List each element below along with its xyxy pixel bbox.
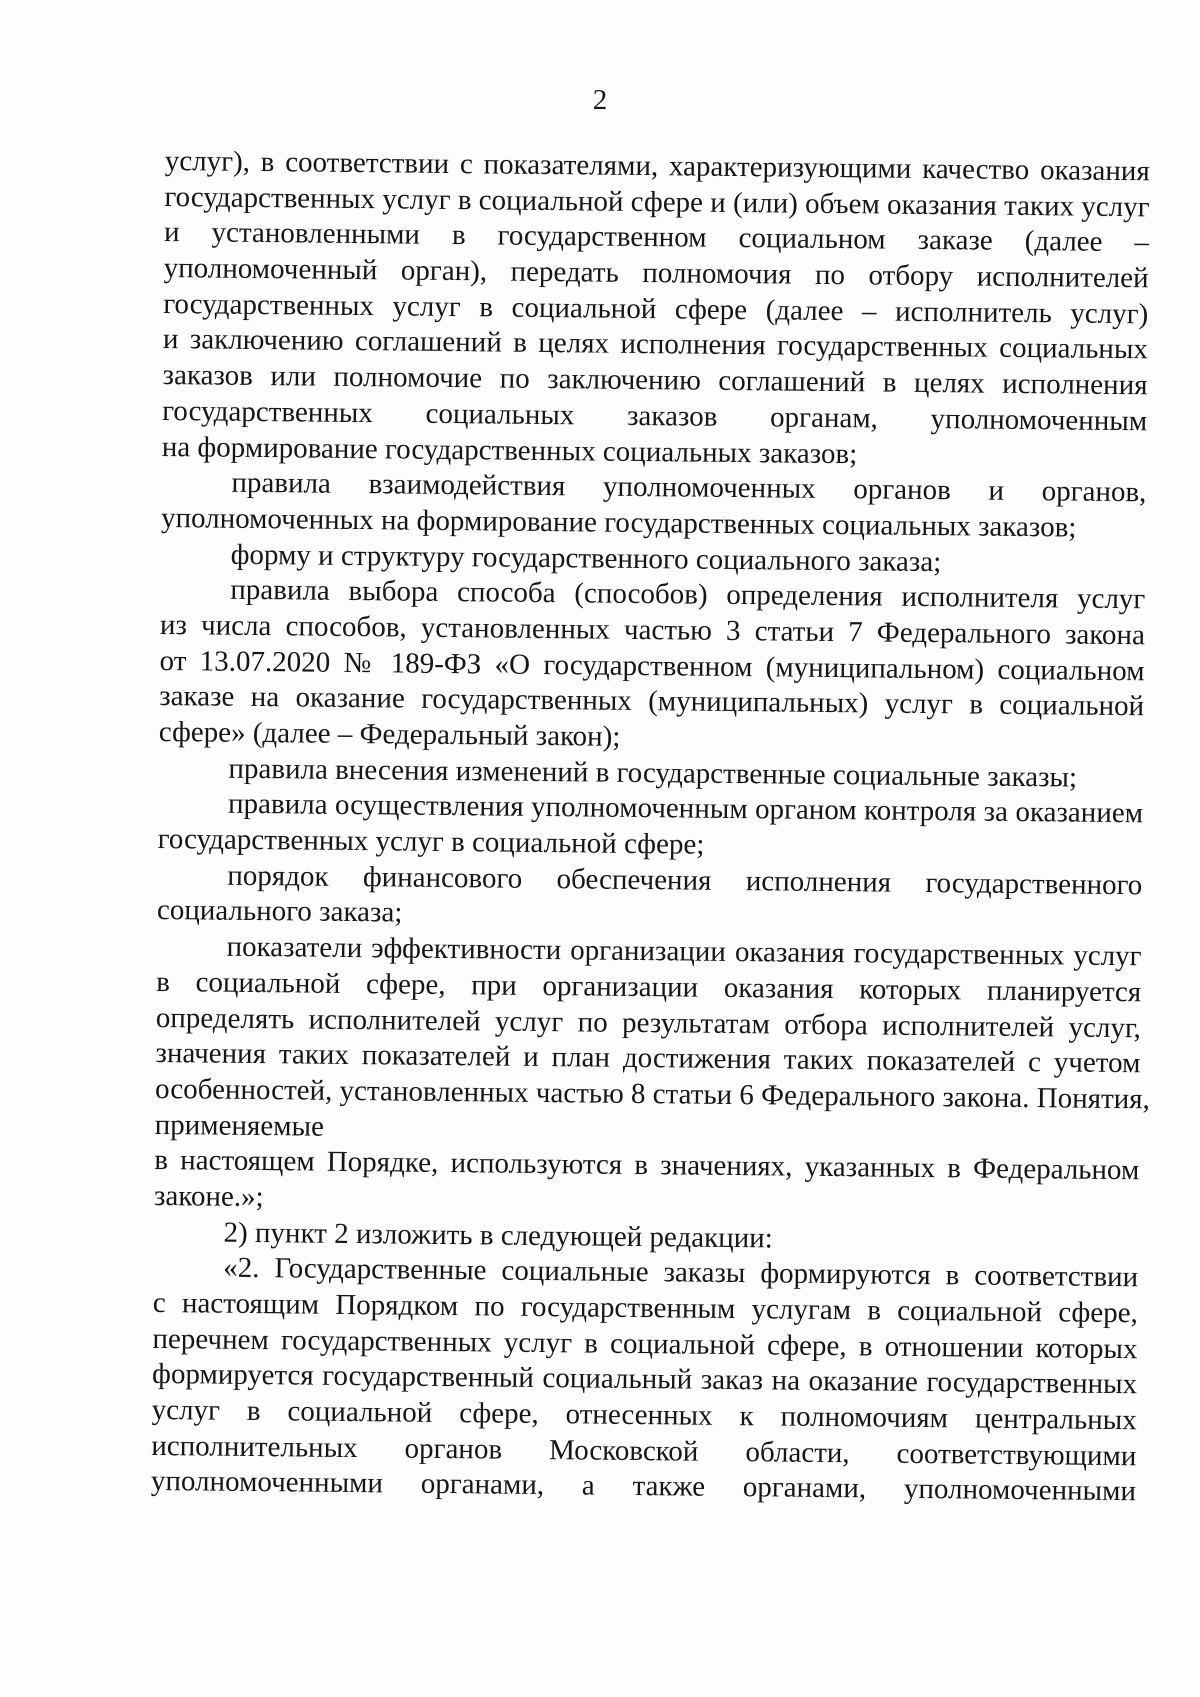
text-line: правила внесения изменений в государственные социальные заказы; [228,752,1078,794]
text-line: государственных услуг в социальной сфере и (или) объем оказания таких услуг [164,180,1150,224]
text-line: услуг в социальной сфере, отнесенных к полномочиям центральных [151,1393,1137,1437]
text-line: и заключению соглашений в целях исполнения государственных социальных [162,323,1149,366]
text-line: заказов или полномочие по заключению соглашений в целях исполнения [162,359,1148,402]
text-line: уполномоченный орган), передать полномочия по отбору исполнителей [163,252,1149,295]
text-line: государственных социальных заказов органам, уполномоченным [162,394,1148,438]
text-line: 2) пункт 2 изложить в следующей редакции: [223,1216,773,1255]
text-line: порядок финансового обеспечения исполнения государственного [227,859,1143,902]
text-line: услуг), в соответствии с показателями, характеризующими качество оказания [164,144,1150,188]
text-line: законе.»; [153,1179,264,1214]
text-line: от 13.07.2020 № 189-ФЗ «О государственном (муниципальном) социальном [159,644,1145,687]
text-line: определять исполнителей услуг по результатам отбора исполнителей услуг, [155,1001,1141,1044]
text-line: в социальной сфере, при организации оказания которых планируется [156,965,1142,1009]
text-line: социального заказа; [156,894,403,929]
text-line: форму и структуру государственного социального заказа; [230,538,942,578]
text-line: правила осуществления уполномоченным органом контроля за оказанием [227,788,1144,830]
text-line: применяемые [154,1108,325,1143]
text-line: значения таких показателей и план достижения таких показателей с учетом [155,1037,1141,1080]
text-line: государственных услуг в социальной сфере (далее – исполнитель услуг) [163,287,1149,331]
text-line: «2. Государственные социальные заказы формируются в соответствии [223,1251,1139,1294]
text-line: государственных услуг в социальной сфере; [157,823,705,861]
text-line: уполномоченными органами, а также органами, уполномоченными [150,1465,1137,1508]
text-line: уполномоченных на формирование государственных социальных заказов; [160,501,1077,544]
page-number: 2 [592,84,608,116]
text-line: с настоящим Порядком по государственным услугам в социальной сфере, [152,1286,1138,1330]
text-line: заказе на оказание государственных (муниципальных) услуг в социальной [159,680,1145,723]
body-text [151,144,1150,1510]
text-line: из числа способов, установленных частью 3 статьи 7 Федерального закона [159,608,1146,652]
text-line: правила выбора способа (способов) определения исполнителя услуг [230,573,1146,616]
text-line: формируется государственный социальный заказ на оказание государственных [151,1358,1138,1401]
text-line: сфере» (далее – Федеральный закон); [158,715,621,753]
text-line: и установленными в государственном социальном заказе (далее – [163,216,1150,259]
text-line: перечнем государственных услуг в социальной сфере, в отношении которых [152,1322,1138,1365]
text-line: в настоящем Порядке, используются в значениях, указанных в Федеральном [154,1144,1140,1187]
text-line: на формирование государственных социальных заказов; [161,430,858,470]
text-line: показатели эффективности организации оказания государственных услуг [226,930,1142,973]
text-line: особенностей, установленных частью 8 статьи 6 Федерального закона. Понятия, [154,1072,1151,1116]
text-line: правила взаимодействия уполномоченных органов и органов, [231,466,1147,509]
text-line: исполнительных органов Московской области, соответствующими [151,1429,1137,1472]
